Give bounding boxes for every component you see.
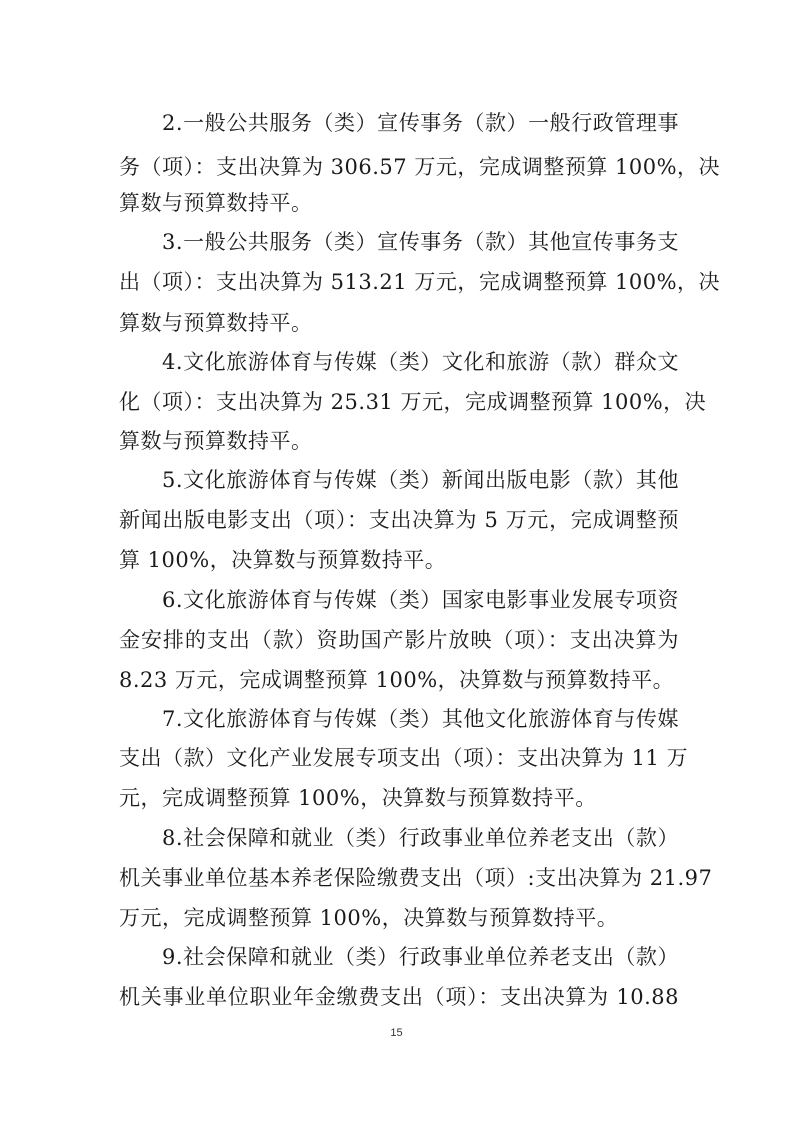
- paragraph-7-line-1: 7.文化旅游体育与传媒（类）其他文化旅游体育与传媒: [162, 707, 679, 731]
- paragraph-2-line-1: 2.一般公共服务（类）宣传事务（款）一般行政管理事: [162, 111, 679, 135]
- paragraph-8-line-3: 万元，完成调整预算 100%，决算数与预算数持平。: [119, 906, 619, 930]
- paragraph-3-line-1: 3.一般公共服务（类）宣传事务（款）其他宣传事务支: [162, 230, 679, 254]
- paragraph-7-line-3: 元，完成调整预算 100%，决算数与预算数持平。: [119, 786, 597, 810]
- paragraph-4-line-1: 4.文化旅游体育与传媒（类）文化和旅游（款）群众文: [162, 350, 679, 374]
- paragraph-8-line-2: 机关事业单位基本养老保险缴费支出（项）:支出决算为 21.97: [119, 866, 713, 890]
- paragraph-5-line-2: 新闻出版电影支出（项）：支出决算为 5 万元，完成调整预: [119, 508, 679, 532]
- paragraph-4-line-2: 化（项）：支出决算为 25.31 万元，完成调整预算 100%，决: [119, 390, 707, 414]
- paragraph-3-line-3: 算数与预算数持平。: [119, 311, 313, 335]
- paragraph-2-line-3: 算数与预算数持平。: [119, 191, 313, 215]
- paragraph-3-line-2: 出（项）：支出决算为 513.21 万元，完成调整预算 100%，决: [119, 270, 721, 294]
- paragraph-6-line-1: 6.文化旅游体育与传媒（类）国家电影事业发展专项资: [162, 588, 679, 612]
- paragraph-9-line-2: 机关事业单位职业年金缴费支出（项）：支出决算为 10.88: [119, 985, 679, 1009]
- paragraph-4-line-3: 算数与预算数持平。: [119, 429, 313, 453]
- paragraph-2-line-2: 务（项）：支出决算为 306.57 万元，完成调整预算 100%，决: [119, 155, 721, 179]
- paragraph-5-line-3: 算 100%，决算数与预算数持平。: [119, 548, 447, 572]
- paragraph-8-line-1: 8.社会保障和就业（类）行政事业单位养老支出（款）: [162, 826, 679, 850]
- paragraph-5-line-1: 5.文化旅游体育与传媒（类）新闻出版电影（款）其他: [162, 468, 679, 492]
- page-number: 15: [390, 1027, 403, 1039]
- paragraph-7-line-2: 支出（款）文化产业发展专项支出（项）：支出决算为 11 万: [119, 746, 689, 770]
- paragraph-6-line-2: 金安排的支出（款）资助国产影片放映（项）：支出决算为: [119, 628, 679, 652]
- paragraph-9-line-1: 9.社会保障和就业（类）行政事业单位养老支出（款）: [162, 945, 679, 969]
- paragraph-6-line-3: 8.23 万元，完成调整预算 100%，决算数与预算数持平。: [119, 668, 675, 692]
